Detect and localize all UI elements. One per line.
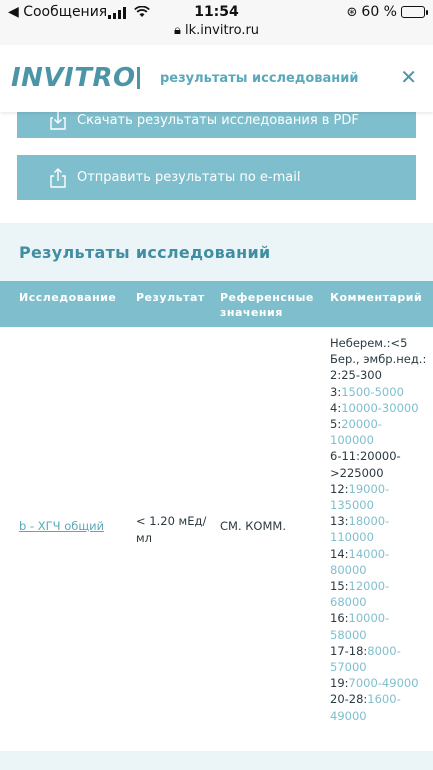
battery-percent: 60 % xyxy=(361,4,397,20)
column-header-reference-line2: значения xyxy=(220,306,283,319)
column-header-reference xyxy=(220,290,314,320)
comment-line-label: 6-11:20000- xyxy=(330,449,401,464)
column-header-comment: Комментарий xyxy=(330,291,423,304)
status-bar xyxy=(0,0,433,45)
comment-line-range: 1600- xyxy=(367,692,401,707)
comment-line xyxy=(330,335,430,351)
comment-line-label: 3: xyxy=(330,384,342,399)
comment-line-range: 12000- xyxy=(348,579,390,594)
comment-line-range: 10000- xyxy=(348,611,390,626)
comment-line-label: 14: xyxy=(330,546,349,561)
comment-line-label: 16: xyxy=(330,611,349,626)
comment-line-range: 68000 xyxy=(330,595,367,610)
reference-value: СМ. КОММ. xyxy=(220,519,286,533)
send-email-button[interactable] xyxy=(17,155,416,200)
close-button[interactable]: ✕ xyxy=(400,65,417,89)
comment-line-range: 7000-49000 xyxy=(348,676,419,691)
comment-line-range: 135000 xyxy=(330,498,374,513)
app-header xyxy=(0,45,433,112)
test-name-link[interactable]: b - ХГЧ общий xyxy=(19,519,105,533)
back-to-app-link[interactable]: ◀ Сообщения xyxy=(8,4,108,20)
comment-line xyxy=(330,708,430,724)
comment-line-label: 5: xyxy=(330,417,342,432)
comment-line-label: 17-18: xyxy=(330,643,368,658)
comment-line xyxy=(330,497,430,513)
comment-line-range: 20000- xyxy=(341,417,382,432)
comment-line xyxy=(330,627,430,643)
comment-line xyxy=(330,578,430,594)
comment-line-range: 1500-5000 xyxy=(341,384,404,399)
comment-line-range: 18000- xyxy=(348,514,390,529)
comment-line xyxy=(330,351,430,367)
share-icon xyxy=(47,167,69,189)
comment-line-range: 14000- xyxy=(348,546,390,561)
comment-line-label: Бер., эмбр.нед.: xyxy=(330,352,427,367)
comment-line xyxy=(330,691,430,707)
comment-line-range: 58000 xyxy=(330,627,367,642)
comment-line xyxy=(330,610,430,626)
result-value-line1: < 1.20 мЕд/ xyxy=(136,514,207,528)
comment-line-label: Неберем.:<5 xyxy=(330,336,408,350)
comment-line xyxy=(330,367,430,383)
comment-line-label: 2:25-300 xyxy=(330,368,382,383)
results-section xyxy=(0,223,433,770)
comment-line xyxy=(330,432,430,448)
page-title: результаты исследований xyxy=(160,71,359,86)
clock: 11:54 xyxy=(194,4,239,20)
invitro-logo[interactable]: INVITRO xyxy=(11,63,136,93)
download-pdf-label: Скачать результаты исследования в PDF xyxy=(77,112,359,128)
result-value xyxy=(136,513,216,547)
comment-line-range: 8000- xyxy=(367,643,401,658)
column-header-result: Результат xyxy=(136,291,205,304)
comment-line-label: 20-28: xyxy=(330,692,368,707)
comment-line-range: 10000-30000 xyxy=(341,400,419,415)
comment-line-label: 4: xyxy=(330,400,342,415)
table-row xyxy=(0,327,433,751)
comment-line-range: 100000 xyxy=(330,433,374,448)
url-bar[interactable] xyxy=(0,23,433,38)
comment-line xyxy=(330,659,430,675)
download-icon xyxy=(47,109,69,131)
comment-line-range: 57000 xyxy=(330,660,367,675)
battery-icon xyxy=(401,6,425,18)
orientation-lock-icon: ⊛ xyxy=(346,4,358,20)
comment-line xyxy=(330,448,430,464)
send-email-label: Отправить результаты по e-mail xyxy=(77,170,301,185)
comment-line xyxy=(330,529,430,545)
results-table-header xyxy=(0,281,433,327)
comment-line xyxy=(330,400,430,416)
comment-line-label: 12: xyxy=(330,481,349,496)
comment-line-label: >225000 xyxy=(330,465,384,480)
comment-line xyxy=(330,562,430,578)
comment-line-label: 13: xyxy=(330,514,349,529)
comment-line xyxy=(330,546,430,562)
comment-line xyxy=(330,643,430,659)
comment-line-label: 19: xyxy=(330,676,349,691)
comment-line-range: 19000- xyxy=(348,481,390,496)
url-text: lk.invitro.ru xyxy=(185,23,260,38)
comment-line xyxy=(330,416,430,432)
comment-line-range: 49000 xyxy=(330,708,367,723)
comment-line-range: 80000 xyxy=(330,562,367,577)
comment-line xyxy=(330,384,430,400)
comment-line xyxy=(330,675,430,691)
comment-line xyxy=(330,465,430,481)
comment-line xyxy=(330,513,430,529)
comment-line xyxy=(330,481,430,497)
column-header-test: Исследование xyxy=(19,291,117,304)
logo-divider xyxy=(137,67,140,89)
column-header-reference-line1: Референсные xyxy=(220,291,314,304)
results-title: Результаты исследований xyxy=(19,243,271,262)
actions-panel xyxy=(0,112,433,223)
comment-line-range: 110000 xyxy=(330,530,374,545)
lock-icon: 🔒︎ xyxy=(173,23,181,38)
status-right xyxy=(347,4,425,20)
result-value-line2: мл xyxy=(136,531,153,545)
comment-cell xyxy=(330,335,430,724)
comment-line xyxy=(330,594,430,610)
comment-line-label: 15: xyxy=(330,579,349,594)
